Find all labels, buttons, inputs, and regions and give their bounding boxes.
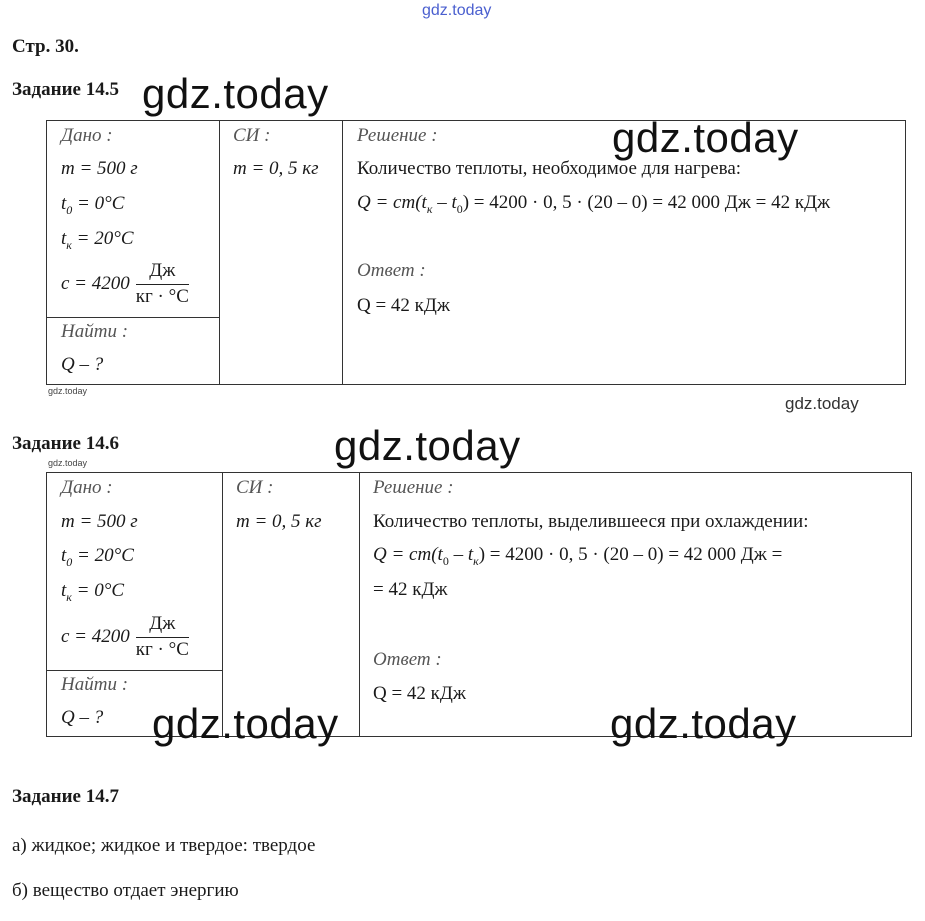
task-14-6-title: Задание 14.6 [12, 433, 119, 454]
given-specific-heat: c = 4200 $\frac{Дж}{кг \cdot ^\circ С}$ [61, 260, 189, 307]
find-label: Найти : [61, 321, 129, 342]
solution-formula: $Q = cm(t_к - t_0) = 4200 \cdot 0$, 5 · (20 – 0) = 42 000 Дж = 42 кДж [357, 192, 831, 216]
watermark-mid: gdz.today [785, 394, 859, 413]
si-label: СИ : [233, 125, 271, 146]
watermark-big: gdz.today [610, 700, 797, 747]
si-value: m = 0, 5 кг [233, 158, 319, 179]
given-tk: $t_к = 20^\circ C$ [61, 228, 134, 252]
answer-label: Ответ : [373, 649, 442, 670]
answer-value: Q = 42 кДж [357, 295, 451, 316]
task-14-7-title: Задание 14.7 [12, 786, 119, 807]
given-label: Дано : [61, 477, 113, 498]
given-tk: $t_к = 0^\circ C$ [61, 580, 124, 604]
watermark-small: gdz.today [48, 386, 88, 396]
page-number-header: Стр. 30. [12, 36, 79, 57]
solution-label: Решение : [357, 125, 438, 146]
given-label: Дано : [61, 125, 113, 146]
solution-label: Решение : [373, 477, 454, 498]
solution-formula: $Q = cm(t_0 - t_к) = 4200 \cdot 0$, 5 · (20 – 0) = 42 000 Дж = [373, 544, 783, 568]
si-label: СИ : [236, 477, 274, 498]
watermark-big: gdz.today [152, 700, 339, 747]
answer-label: Ответ : [357, 260, 426, 281]
watermark-small: gdz.today [48, 458, 88, 468]
find-value: Q – ? [61, 354, 104, 375]
watermark-top: gdz.today [422, 2, 492, 19]
given-t0: $t_0 = 20^\circ C$ [61, 545, 134, 569]
watermark-big: gdz.today [142, 70, 329, 117]
given-mass: m = 500 г [61, 158, 138, 179]
task-14-7-answer-b: б) вещество отдает энергию [12, 880, 239, 901]
given-mass: m = 500 г [61, 511, 138, 532]
solution-text: Количество теплоты, необходимое для нагрева: [357, 158, 742, 179]
watermark-big: gdz.today [334, 422, 521, 469]
find-label: Найти : [61, 674, 129, 695]
given-specific-heat: c = 4200 $\frac{Дж}{кг \cdot ^\circ С}$ [61, 613, 189, 660]
answer-value: Q = 42 кДж [373, 683, 467, 704]
watermark-big: gdz.today [612, 114, 799, 161]
task-14-5-title: Задание 14.5 [12, 79, 119, 100]
solution-formula-continued: = 42 кДж [373, 579, 448, 600]
si-value: m = 0, 5 кг [236, 511, 322, 532]
solution-text: Количество теплоты, выделившееся при охлаждении: [373, 511, 809, 532]
given-t0: $t_0 = 0^\circ C$ [61, 193, 125, 217]
task-14-6-table [46, 472, 912, 737]
find-value: Q – ? [61, 707, 104, 728]
task-14-7-answer-a: а) жидкое; жидкое и твердое: твердое [12, 835, 316, 856]
